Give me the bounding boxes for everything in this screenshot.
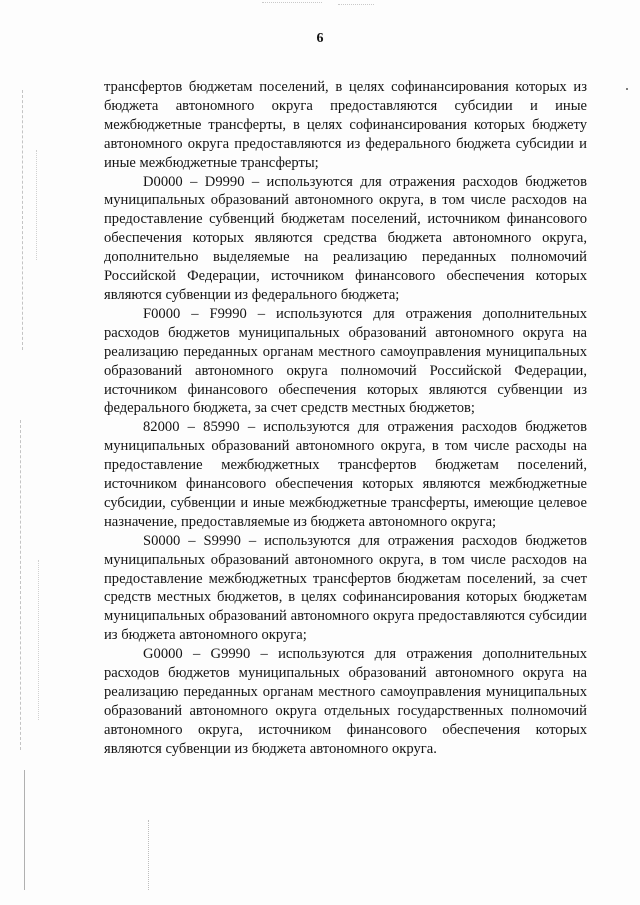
paragraph-s-codes: S0000 – S9990 – используются для отражения расходов бюджетов муниципальных образований автономного округа, в том числе расходов на предоставление межбюджетных трансфертов бюджетам поселений, за счет средств местных бюджетов, в целях софинансирования которых бюджетам муниципальных образований автономного округа предоставляются субсидии из бюджета автономного округа;	[104, 532, 587, 644]
paragraph-f-codes: F0000 – F9990 – используются для отражения дополнительных расходов бюджетов муниципальных образований автономного округа на реализацию переданных органам местного самоуправления муниципальных образований автономного округа полномочий Российской Федерации, источником финансового обеспечения которых являются субвенции из федерального бюджета, за счет средств местных бюджетов;	[104, 305, 587, 417]
margin-binding-line	[22, 90, 23, 350]
margin-scan-mark	[38, 560, 39, 720]
paragraph-g-codes: G0000 – G9990 – используются для отражения дополнительных расходов бюджетов муниципальных образований автономного округа на реализацию переданных органам местного самоуправления муниципальных образований автономного округа отдельных государственных полномочий автономного округа, источником финансового обеспечения которых являются субвенции из бюджета автономного округа.	[104, 646, 587, 757]
paragraph-continuation: трансфертов бюджетам поселений, в целях софинансирования которых из бюджета автономного округа предоставляются субсидии и иные межбюджетные трансферты, в целях софинансирования которых бюджету автономного округа предоставляются из федерального бюджета субсидии и иные межбюджетные трансферты;	[104, 79, 587, 171]
paragraph-d-codes: D0000 – D9990 – используются для отражения расходов бюджетов муниципальных образований автономного округа, в том числе расходов на предоставление субвенций бюджетам поселений, источником финансового обеспечения которых являются средства бюджета автономного округа, дополнительно выделяемые на реализацию переданных полномочий Российской Федерации, источником финансового обеспечения которых являются субвенции из федерального бюджета;	[104, 173, 587, 303]
page-number: 6	[316, 31, 324, 46]
paragraph-82000-codes: 82000 – 85990 – используются для отражения расходов бюджетов муниципальных образований автономного округа, в том числе расходы на предоставление межбюджетных трансфертов бюджетам поселений, источником финансового обеспечения которых являются межбюджетные субсидии, субвенции и иные межбюджетные трансферты, имеющие целевое назначение, предоставляемые из бюджета автономного округа;	[104, 419, 587, 530]
margin-binding-line	[20, 420, 21, 750]
margin-scan-mark	[36, 150, 37, 260]
scan-artifact	[262, 2, 322, 11]
margin-binding-line	[24, 770, 25, 890]
scan-artifact	[148, 820, 149, 890]
document-body	[104, 78, 587, 759]
scan-artifact	[338, 4, 374, 13]
scan-artifact	[626, 88, 628, 90]
